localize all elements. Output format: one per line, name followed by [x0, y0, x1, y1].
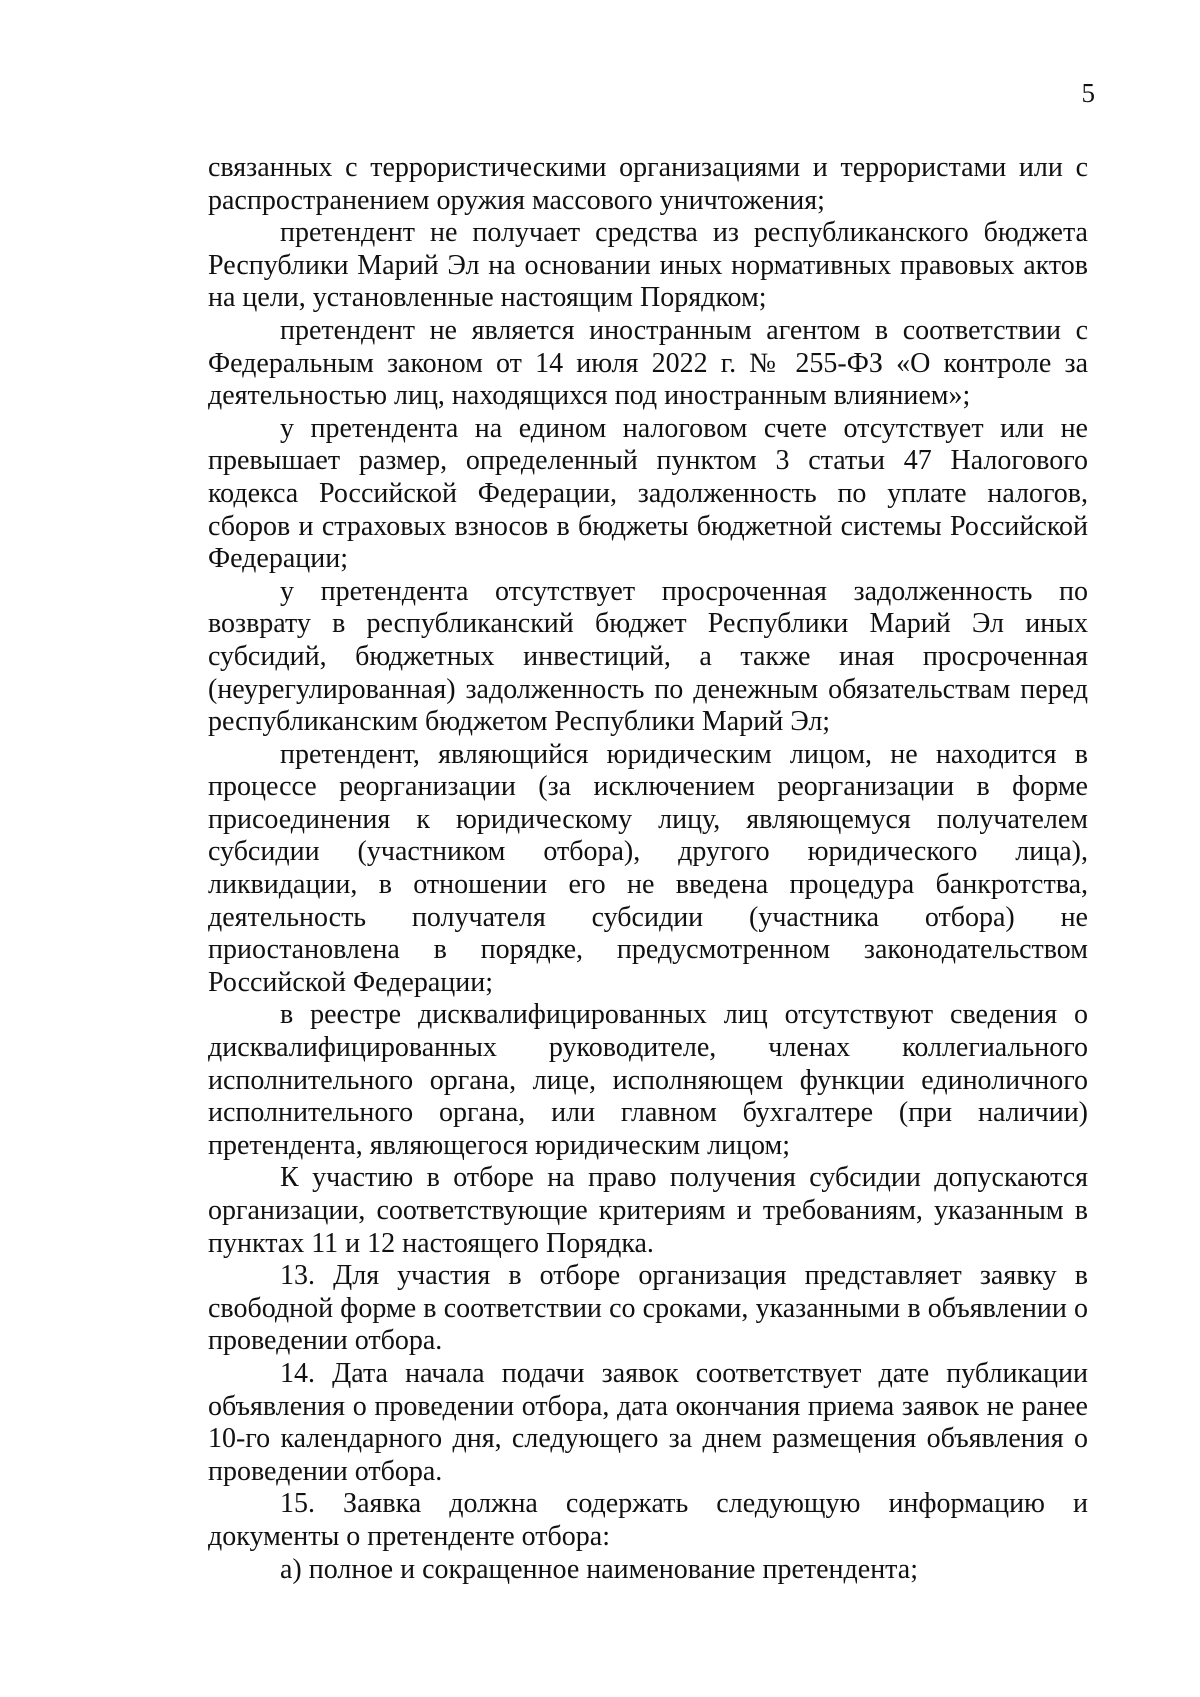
paragraph-disqualified-persons-registry: в реестре дисквалифицированных лиц отсутствуют сведения о дисквалифицированных руководителе, членах коллегиального исполнительного органа, лице, исполняющем функции единоличного исполнительного органа, или главном бухгалтере (при наличии) претендента, являющегося юридическим лицом;	[208, 999, 1088, 1161]
paragraph-terrorist-organizations: связанных с террористическими организациями и террористами или с распространением оружия массового уничтожения;	[208, 152, 1088, 216]
paragraph-item-15a: а) полное и сокращенное наименование претендента;	[280, 1553, 918, 1585]
paragraph-not-in-reorganization: претендент, являющийся юридическим лицом, не находится в процессе реорганизации (за исключением реорганизации в форме присоединения к юридическому лицу, являющемуся получателем субсидии (участником отбора), другого юридического лица), ликвидации, в отношении его не введена процедура банкротства, деятельность получателя субсидии (участника отбора) не приостановлена в порядке, предусмотренном законодательством Российской Федерации;	[208, 738, 1088, 998]
document-body	[208, 152, 1088, 1586]
paragraph-no-republic-budget-funds: претендент не получает средства из республиканского бюджета Республики Марий Эл на основании иных нормативных правовых актов на цели, установленные настоящим Порядком;	[208, 217, 1088, 314]
paragraph-item-14: 14. Дата начала подачи заявок соответствует дате публикации объявления о проведении отбора, дата окончания приема заявок не ранее 10-го календарного дня, следующего за днем размещения объявления о проведении отбора.	[208, 1357, 1088, 1487]
paragraph-admission-to-selection: К участию в отборе на право получения субсидии допускаются организации, соответствующие критериям и требованиям, указанным в пунктах 11 и 12 настоящего Порядка.	[208, 1162, 1088, 1259]
paragraph-item-13: 13. Для участия в отборе организация представляет заявку в свободной форме в соответствии со сроками, указанными в объявлении о проведении отбора.	[208, 1260, 1088, 1357]
paragraph-no-tax-debt: у претендента на едином налоговом счете отсутствует или не превышает размер, определенный пунктом 3 статьи 47 Налогового кодекса Российской Федерации, задолженность по уплате налогов, сборов и страховых взносов в бюджеты бюджетной системы Российской Федерации;	[208, 412, 1088, 575]
paragraph-not-foreign-agent: претендент не является иностранным агентом в соответствии с Федеральным законом от 14 июля 2022 г. № 255-ФЗ «О контроле за деятельностью лиц, находящихся под иностранным влиянием»;	[208, 314, 1088, 412]
page-number: 5	[1081, 78, 1095, 108]
paragraph-no-overdue-debt: у претендента отсутствует просроченная задолженность по возврату в республиканский бюджет Республики Марий Эл иных субсидий, бюджетных инвестиций, а также иная просроченная (неурегулированная) задолженность по денежным обязательствам перед республиканским бюджетом Республики Марий Эл;	[208, 575, 1088, 738]
paragraph-item-15: 15. Заявка должна содержать следующую информацию и документы о претенденте отбора:	[208, 1488, 1088, 1552]
